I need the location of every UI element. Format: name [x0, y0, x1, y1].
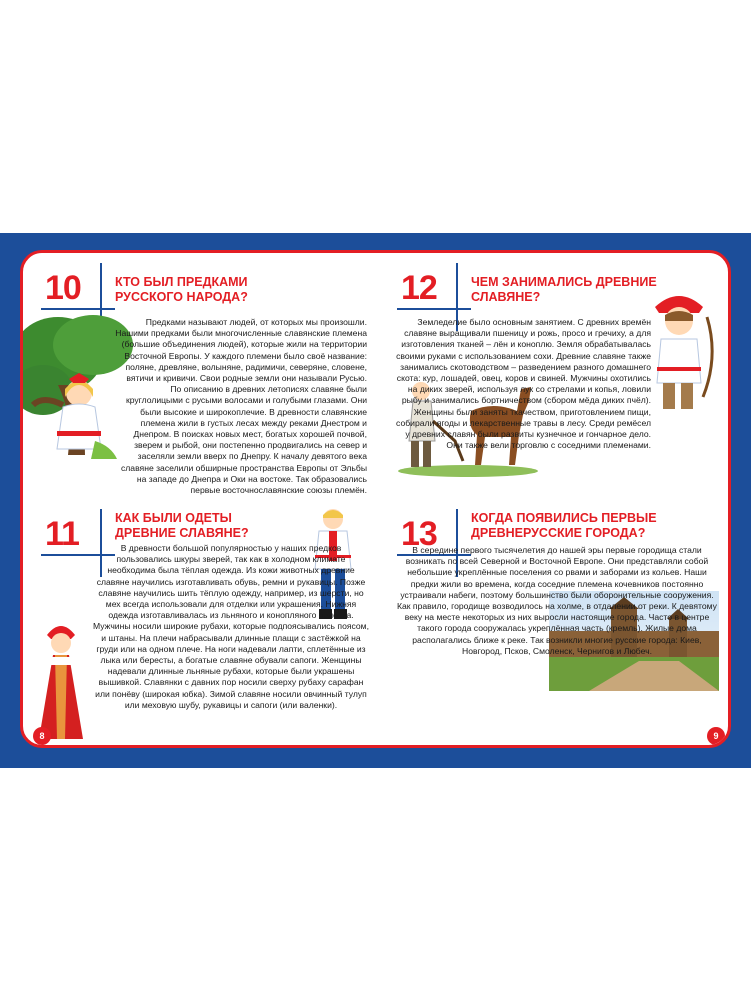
section-title	[471, 511, 721, 541]
section-title	[115, 275, 365, 305]
section-text: Предками называют людей, от которых мы произошли. Нашими предками были многочисленные славянские племена (большие объединения людей), которые жили на территории Восточной Европы. У каждого племени было своё название: поляне, древляне, волыняне, радимичи, северяне, словене, вятичи и кривичи. Свои родные земли они называли Русью. По описанию в древних летописях славяне были круглолицыми с русыми волосами и голубыми глазами. Они были высокие и широкоплечие. В древности славянские племена жили в густых лесах между реками Днестром и Днепром. В поисках новых мест, богатых хорошей почвой, зверем и рыбой, они постепенно продвигались на север и заселяли земли вверх по Днепру. К началу девятого века славяне заселили обширные пространства Европы от Эльбы на западе до Днепра и Оки на востоке. Так образовались первые восточнославянские союзы племён.	[115, 317, 367, 496]
title-line: КТО БЫЛ ПРЕДКАМИ	[115, 275, 248, 289]
section-12	[379, 253, 731, 498]
number-divider-h	[397, 308, 471, 310]
section-number: 13	[401, 515, 437, 553]
title-line: ЧЕМ ЗАНИМАЛИСЬ ДРЕВНИЕ	[471, 275, 657, 289]
section-text: В середине первого тысячелетия до нашей эры первые городища стали возникать по всей Северной и Восточной Европе. Они представляли собой небольшие укреплённые поселения со рвами и заборами из кольев. Наши предки жили во времена, когда соседние племена кочевников постоянно устраивали набеги, поэтому большинство были оборонительные сооружения. Как правило, городище возводилось на холме, в отдалении от реки. К девятому веку на месте некоторых из них выросли настоящие города. Часто в центре такого города сооружалась укреплённая часть (кремль). Жилые дома располагались ближе к реке. Так возникли многие русские города: Киев, Новгород, Псков, Смоленск, Чернигов и Любеч.	[397, 545, 717, 656]
slavic-girl-illustration	[41, 371, 121, 461]
section-13	[379, 501, 731, 748]
slavic-woman-illustration	[33, 621, 89, 743]
section-title	[115, 511, 305, 541]
section-text: Земледелие было основным занятием. С древних времён славяне выращивали пшеницу и рожь, просо и гречиху, а для изготовления тканей – лён и коноплю. Земля обрабатывалась своими руками с использованием сохи. Древние славяне также занимались скотоводством – разведением разного домашнего скота: кур, лошадей, овец, коров и свиней. Мужчины охотились на диких зверей, используя лук со стрелами и копья, ловили рыбу и занимались бортничеством (сбором мёда диких пчёл). Женщины были заняты ткачеством, приготовлением пищи, собирали ягоды и лекарственные травы в лесу. Среди ремёсел у древних славян были развиты кузнечное и гончарное дело. Они также вели торговлю с соседними племенами.	[396, 317, 651, 451]
title-line: ДРЕВНИЕ СЛАВЯНЕ?	[115, 526, 249, 540]
section-10	[23, 253, 378, 498]
title-line: РУССКОГО НАРОДА?	[115, 290, 248, 304]
number-divider-h	[41, 308, 115, 310]
page-number-left: 8	[33, 727, 51, 745]
book-spread	[0, 233, 751, 768]
page-panel	[20, 250, 731, 748]
section-11	[23, 501, 378, 748]
section-text: В древности большой популярностью у наших предков пользовались шкуры зверей, так как в холодном климате необходима была тёплая одежда. Из кожи животных древние славяне научились изготавливать обувь, ремни и рукавицы. Позже славяне научились шить тёплую одежду, например, из шерсти, но мех всегда использовали для отделки или украшения. Нижняя одежда изготавливалась из льняного и конопляного полотна. Мужчины носили широкие рубахи, которые подпоясывались поясом, и штаны. На плечи набрасывали длинные плащи с застёжкой на груди или на одном плече. На ноги надевали лапти, сплетённые из лыка или бересты, а богатые славяне обували сапоги. Женщины надевали длинные льняные рубахи, которые были украшены вышивкой. Славянки с давних пор носили сверху рубаху сарафан или понёву (широкая юбка). Зимой славяне носили овчинный тулуп или меховую шубу, рукавицы и сапоги (или валенки).	[93, 543, 369, 710]
title-line: СЛАВЯНЕ?	[471, 290, 541, 304]
section-number: 12	[401, 269, 437, 307]
section-number: 11	[45, 515, 79, 553]
archer-boy-illustration	[641, 287, 717, 417]
page-number-right: 9	[707, 727, 725, 745]
title-line: ДРЕВНЕРУССКИЕ ГОРОДА?	[471, 526, 646, 540]
section-number: 10	[45, 269, 81, 307]
title-line: КАК БЫЛИ ОДЕТЫ	[115, 511, 232, 525]
title-line: КОГДА ПОЯВИЛИСЬ ПЕРВЫЕ	[471, 511, 657, 525]
